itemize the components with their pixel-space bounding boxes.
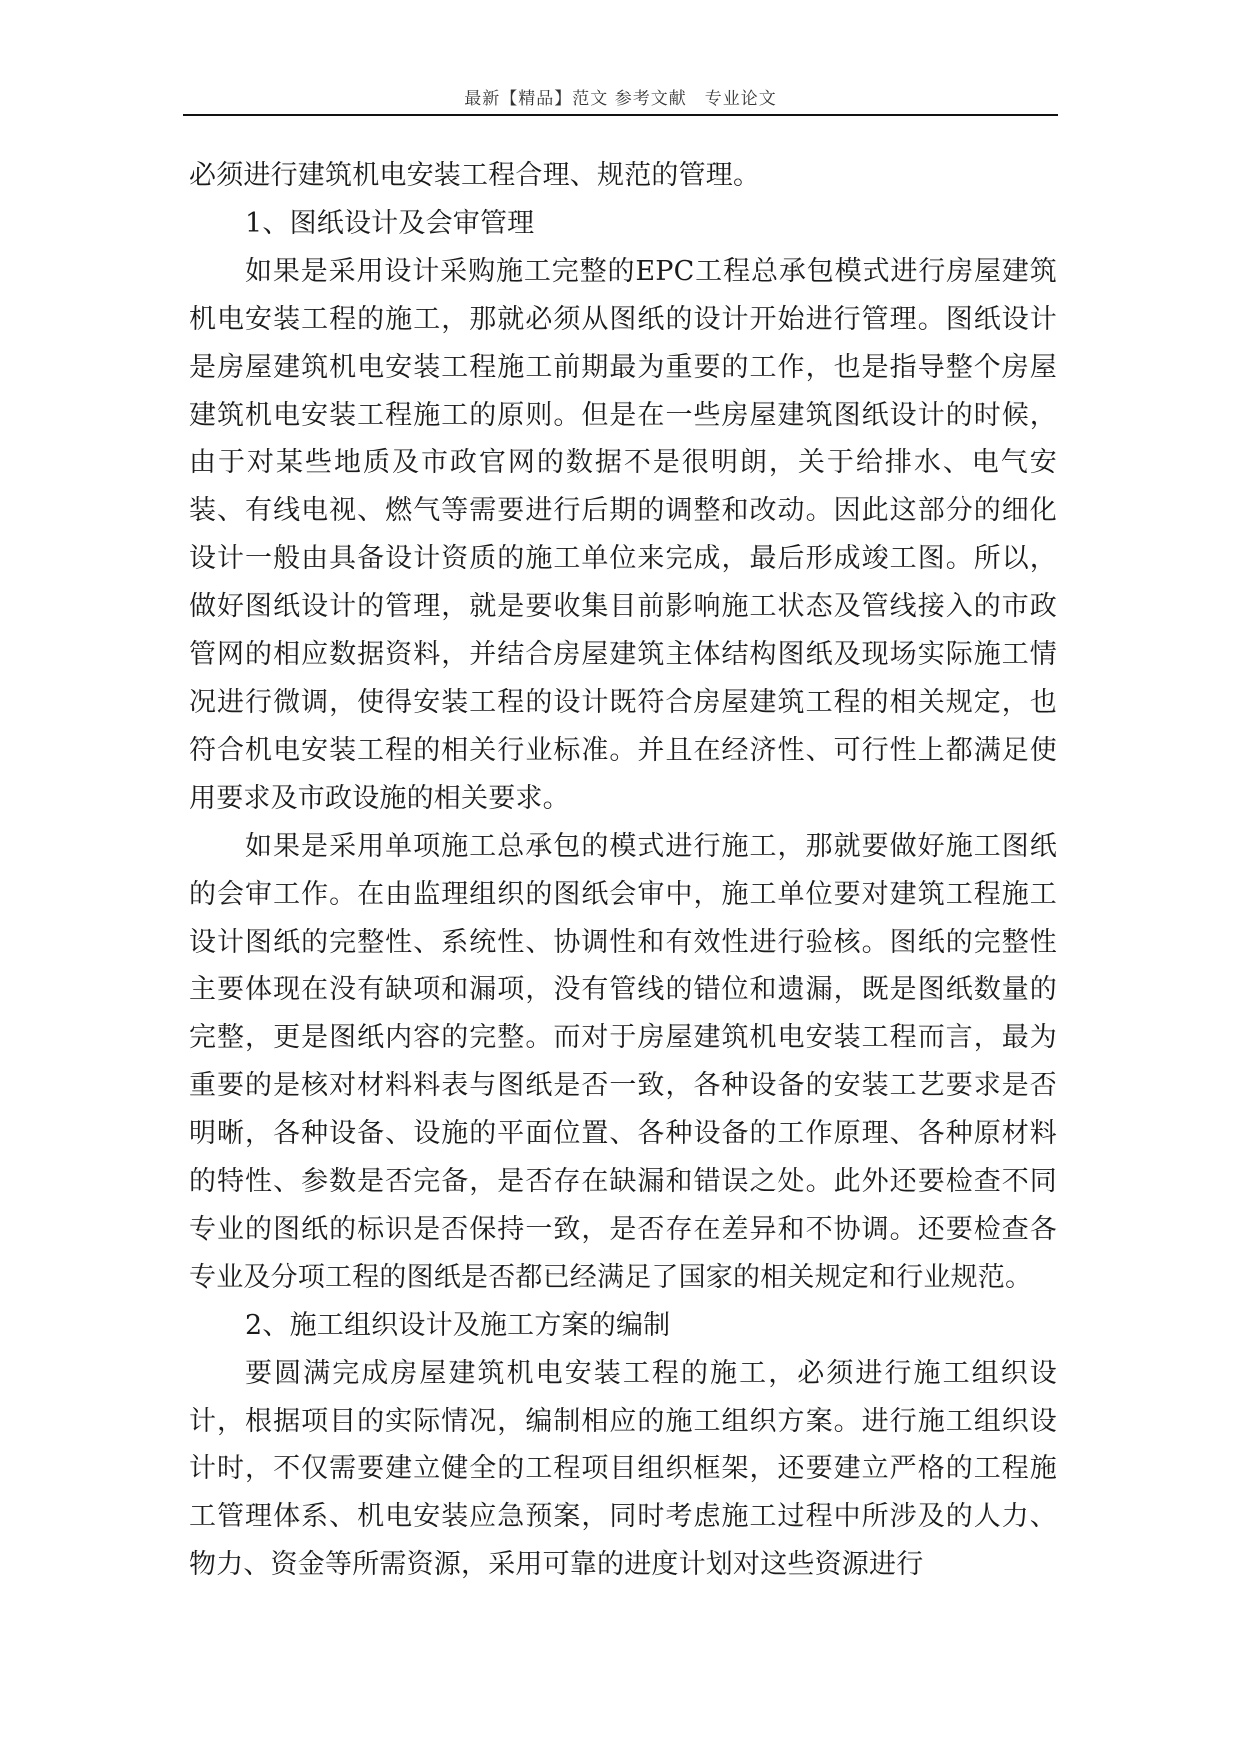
page-header: 最新【精品】范文 参考文献 专业论文 [183, 84, 1058, 116]
section-heading-1: 1、图纸设计及会审管理 [245, 207, 535, 239]
document-body [189, 152, 1057, 1589]
section-heading-2: 2、施工组织设计及施工方案的编制 [245, 1309, 671, 1341]
paragraph-continuation: 必须进行建筑机电安装工程合理、规范的管理。 [189, 160, 761, 191]
paragraph-drawing-review: 如果是采用单项施工总承包的模式进行施工，那就要做好施工图纸的会审工作。在由监理组织的图纸会审中，施工单位要对建筑工程施工设计图纸的完整性、系统性、协调性和有效性进行验核。图纸的完整性主要体现在没有缺项和漏项，没有管线的错位和遗漏，既是图纸数量的完整，更是图纸内容的完整。而对于房屋建筑机电安装工程而言，最为重要的是核对材料料表与图纸是否一致，各种设备的安装工艺要求是否明晰，各种设备、设施的平面位置、各种设备的工作原理、各种原材料的特性、参数是否完备，是否存在缺漏和错误之处。此外还要检查不同专业的图纸的标识是否保持一致，是否存在差异和不协调。还要检查各专业及分项工程的图纸是否都已经满足了国家的相关规定和行业规范。 [189, 830, 1057, 1293]
paragraph-construction-organization: 要圆满完成房屋建筑机电安装工程的施工，必须进行施工组织设计，根据项目的实际情况，编制相应的施工组织方案。进行施工组织设计时，不仅需要建立健全的工程项目组织框架，还要建立严格的工程施工管理体系、机电安装应急预案，同时考虑施工过程中所涉及的人力、物力、资金等所需资源，采用可靠的进度计划对这些资源进行 [189, 1357, 1057, 1581]
paragraph-epc-design: 如果是采用设计采购施工完整的EPC工程总承包模式进行房屋建筑机电安装工程的施工，那就必须从图纸的设计开始进行管理。图纸设计是房屋建筑机电安装工程施工前期最为重要的工作，也是指导整个房屋建筑机电安装工程施工的原则。但是在一些房屋建筑图纸设计的时候，由于对某些地质及市政官网的数据不是很明朗，关于给排水、电气安装、有线电视、燃气等需要进行后期的调整和改动。因此这部分的细化设计一般由具备设计资质的施工单位来完成，最后形成竣工图。所以，做好图纸设计的管理，就是要收集目前影响施工状态及管线接入的市政管网的相应数据资料，并结合房屋建筑主体结构图纸及现场实际施工情况进行微调，使得安装工程的设计既符合房屋建筑工程的相关规定，也符合机电安装工程的相关行业标准。并且在经济性、可行性上都满足使用要求及市政设施的相关要求。 [189, 255, 1057, 814]
